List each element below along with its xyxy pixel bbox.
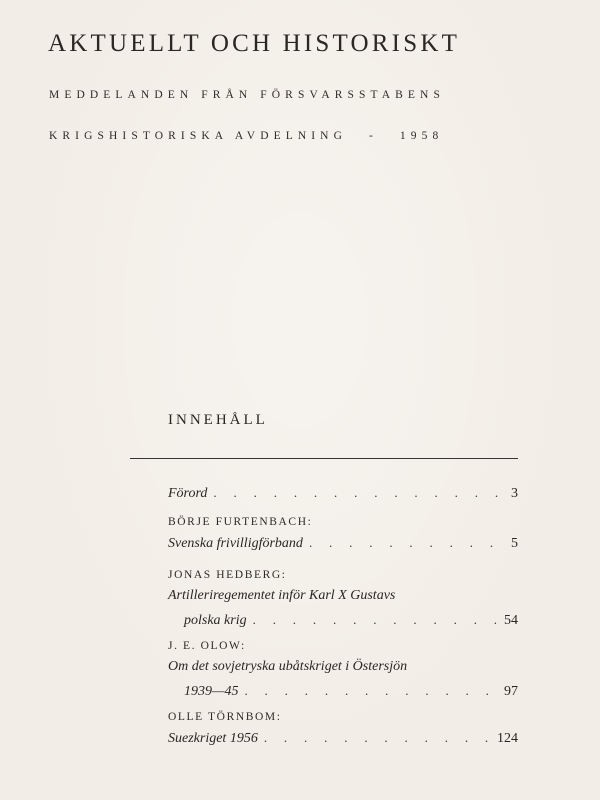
toc-page-number: 97 [504,684,518,699]
toc-row [168,608,518,632]
toc-entry-furtenbach [168,514,518,555]
toc-entry-hedberg [168,567,518,632]
toc-entry-title: Svenska frivilligförband [168,536,303,551]
toc-entry-title-line-1: Artilleriregementet inför Karl X Gustavs [168,588,396,603]
toc-entry-foreword [168,481,518,505]
toc-entry-title: Suezkriget 1956 [168,731,258,746]
leader-dots [309,531,498,555]
contents-divider [130,458,518,459]
toc-row [168,584,518,608]
toc-author: BÖRJE FURTENBACH: [168,516,313,528]
publication-title: AKTUELLT OCH HISTORISKT [48,30,461,57]
toc-author: J. E. OLOW: [168,640,246,652]
toc-entry-title-line-2: polska krig [184,613,247,628]
leader-dots [253,608,498,632]
toc-page-number: 3 [511,486,518,501]
toc-row [168,726,518,750]
publication-subtitle-line-2 [49,130,443,142]
leader-dots [213,481,498,505]
toc-entry-title: Förord [168,486,208,501]
department-name: KRIGSHISTORISKA AVDELNING [49,130,347,142]
toc-row [168,679,518,703]
publication-subtitle-line-1: MEDDELANDEN FRÅN FÖRSVARSSTABENS [49,89,445,101]
toc-row [168,481,518,505]
toc-page-number: 5 [511,536,518,551]
toc-entry-olow [168,638,518,703]
leader-dots [244,679,498,703]
contents-heading: INNEHÅLL [168,412,268,428]
publication-year: 1958 [399,130,444,142]
leader-dots [264,726,491,750]
toc-entry-title-line-2: 1939—45 [184,684,239,699]
toc-page-number: 54 [504,613,518,628]
toc-author: JONAS HEDBERG: [168,569,287,581]
toc-row [168,531,518,555]
toc-entry-tornbom [168,709,518,750]
toc-author: OLLE TÖRNBOM: [168,711,282,723]
toc-page-number: 124 [497,731,518,746]
toc-row [168,655,518,679]
toc-entry-title-line-1: Om det sovjetryska ubåtskriget i Östersjön [168,659,408,674]
separator-dash: - [368,130,378,142]
